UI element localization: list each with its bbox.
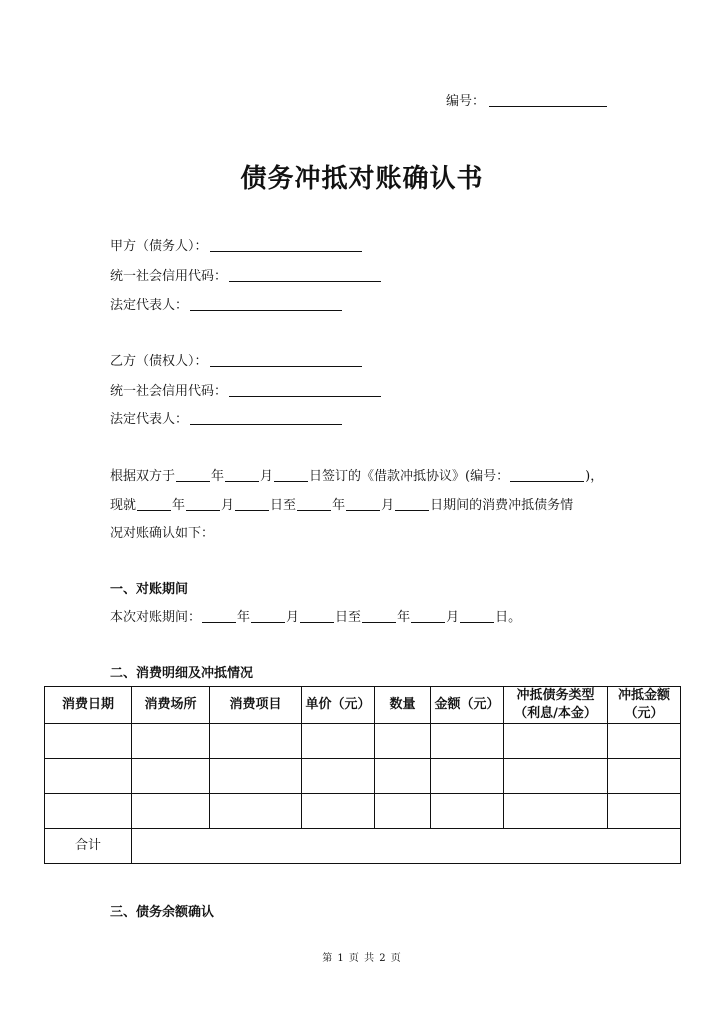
month-label: 月: [260, 469, 274, 484]
table-cell[interactable]: [45, 759, 132, 794]
table-cell[interactable]: [608, 724, 681, 759]
header-offset-type: [504, 687, 608, 724]
table-cell[interactable]: [431, 794, 504, 829]
table-cell[interactable]: [504, 724, 608, 759]
header-offset-amount-line2: （元）: [624, 706, 664, 721]
intro-text: )，: [585, 469, 604, 484]
period-start-month-blank[interactable]: [251, 608, 285, 623]
reconciliation-period-row: [110, 606, 521, 625]
intro-line-1: [110, 465, 603, 484]
party-b-name-blank[interactable]: [210, 352, 362, 367]
party-a-rep-row: [110, 294, 342, 313]
month-label: 月: [446, 610, 460, 625]
table-cell[interactable]: [608, 794, 681, 829]
table-total-row: [45, 829, 681, 864]
table-cell[interactable]: [210, 724, 302, 759]
table-cell[interactable]: [132, 724, 210, 759]
party-a-credit-code-row: [110, 265, 381, 284]
party-b-rep-row: [110, 408, 342, 427]
header-price: 单价（元）: [302, 687, 375, 724]
document-title: 债务冲抵对账确认书: [240, 164, 484, 194]
party-a-credit-code-label: 统一社会信用代码：: [110, 269, 228, 284]
period-end-month-blank[interactable]: [411, 608, 445, 623]
period-start-year-blank[interactable]: [202, 608, 236, 623]
table-cell[interactable]: [302, 794, 375, 829]
section-1-heading: 一、对账期间: [110, 582, 189, 597]
month-label: 月: [221, 498, 235, 513]
header-qty: 数量: [375, 687, 431, 724]
party-a-name-blank[interactable]: [210, 237, 362, 252]
table-cell[interactable]: [132, 794, 210, 829]
year-label: 年: [237, 610, 251, 625]
intro-text: 日期间的消费冲抵债务情: [430, 498, 574, 513]
party-b-credit-code-label: 统一社会信用代码：: [110, 384, 228, 399]
party-b-name-label: 乙方（债权人）：: [110, 354, 208, 369]
total-label: 合计: [45, 829, 132, 864]
table-cell[interactable]: [210, 759, 302, 794]
table-row: [45, 794, 681, 829]
table-cell[interactable]: [375, 724, 431, 759]
table-row: [45, 724, 681, 759]
header-amount: 金额（元）: [431, 687, 504, 724]
agreement-number-blank[interactable]: [510, 467, 584, 482]
document-number-blank[interactable]: [489, 92, 607, 107]
table-cell[interactable]: [45, 794, 132, 829]
party-b-credit-code-blank[interactable]: [229, 382, 381, 397]
intro-text: 现就: [110, 498, 137, 513]
total-value-cell[interactable]: [132, 829, 681, 864]
intro-text: 日至: [270, 498, 297, 513]
start-year-blank[interactable]: [137, 496, 171, 511]
party-b-credit-code-row: [110, 380, 381, 399]
year-label: 年: [332, 498, 346, 513]
section-3-heading: 三、债务余额确认: [110, 905, 215, 920]
end-day-blank[interactable]: [395, 496, 429, 511]
year-label: 年: [397, 610, 411, 625]
party-b-name-row: [110, 350, 362, 369]
start-month-blank[interactable]: [186, 496, 220, 511]
party-b-rep-label: 法定代表人：: [110, 412, 189, 427]
document-number-label: 编号：: [446, 94, 486, 109]
party-a-rep-blank[interactable]: [190, 296, 342, 311]
agreement-month-blank[interactable]: [225, 467, 259, 482]
section-2-heading: 二、消费明细及冲抵情况: [110, 666, 254, 681]
period-end-day-blank[interactable]: [460, 608, 494, 623]
table-cell[interactable]: [608, 759, 681, 794]
header-item: 消费项目: [210, 687, 302, 724]
table-cell[interactable]: [302, 759, 375, 794]
document-number: [446, 90, 607, 109]
header-offset-amount-line1: 冲抵金额: [617, 688, 670, 703]
intro-line-3: 况对账确认如下：: [110, 526, 215, 541]
party-a-name-row: [110, 235, 362, 254]
period-start-day-blank[interactable]: [300, 608, 334, 623]
year-label: 年: [172, 498, 186, 513]
intro-text: 日签订的《借款冲抵协议》(编号：: [309, 469, 510, 484]
period-to-label: 日至: [335, 610, 362, 625]
table-cell[interactable]: [210, 794, 302, 829]
party-b-rep-blank[interactable]: [190, 410, 342, 425]
page-footer: 第 1 页 共 2 页: [322, 953, 402, 964]
header-offset-amount: [608, 687, 681, 724]
party-a-rep-label: 法定代表人：: [110, 298, 189, 313]
table-cell[interactable]: [504, 759, 608, 794]
table-cell[interactable]: [431, 759, 504, 794]
table-row: [45, 759, 681, 794]
month-label: 月: [286, 610, 300, 625]
consumption-detail-table: [44, 686, 681, 864]
table-cell[interactable]: [375, 759, 431, 794]
month-label: 月: [381, 498, 395, 513]
start-day-blank[interactable]: [235, 496, 269, 511]
agreement-day-blank[interactable]: [274, 467, 308, 482]
end-year-blank[interactable]: [297, 496, 331, 511]
header-place: 消费场所: [132, 687, 210, 724]
intro-text: 根据双方于: [110, 469, 176, 484]
header-date: 消费日期: [45, 687, 132, 724]
party-a-credit-code-blank[interactable]: [229, 267, 381, 282]
table-cell[interactable]: [132, 759, 210, 794]
header-offset-type-line1: 冲抵债务类型: [516, 688, 595, 703]
period-label: 本次对账期间：: [110, 610, 202, 625]
table-cell[interactable]: [45, 724, 132, 759]
intro-line-2: [110, 494, 573, 513]
agreement-year-blank[interactable]: [176, 467, 210, 482]
table-cell[interactable]: [302, 724, 375, 759]
table-cell[interactable]: [431, 724, 504, 759]
end-month-blank[interactable]: [346, 496, 380, 511]
period-end-label: 日。: [495, 610, 522, 625]
table-cell[interactable]: [504, 794, 608, 829]
party-a-name-label: 甲方（债务人）：: [110, 239, 208, 254]
period-end-year-blank[interactable]: [362, 608, 396, 623]
header-offset-type-line2: （利息/本金）: [514, 706, 597, 721]
table-cell[interactable]: [375, 794, 431, 829]
year-label: 年: [211, 469, 225, 484]
table-header-row: [45, 687, 681, 724]
